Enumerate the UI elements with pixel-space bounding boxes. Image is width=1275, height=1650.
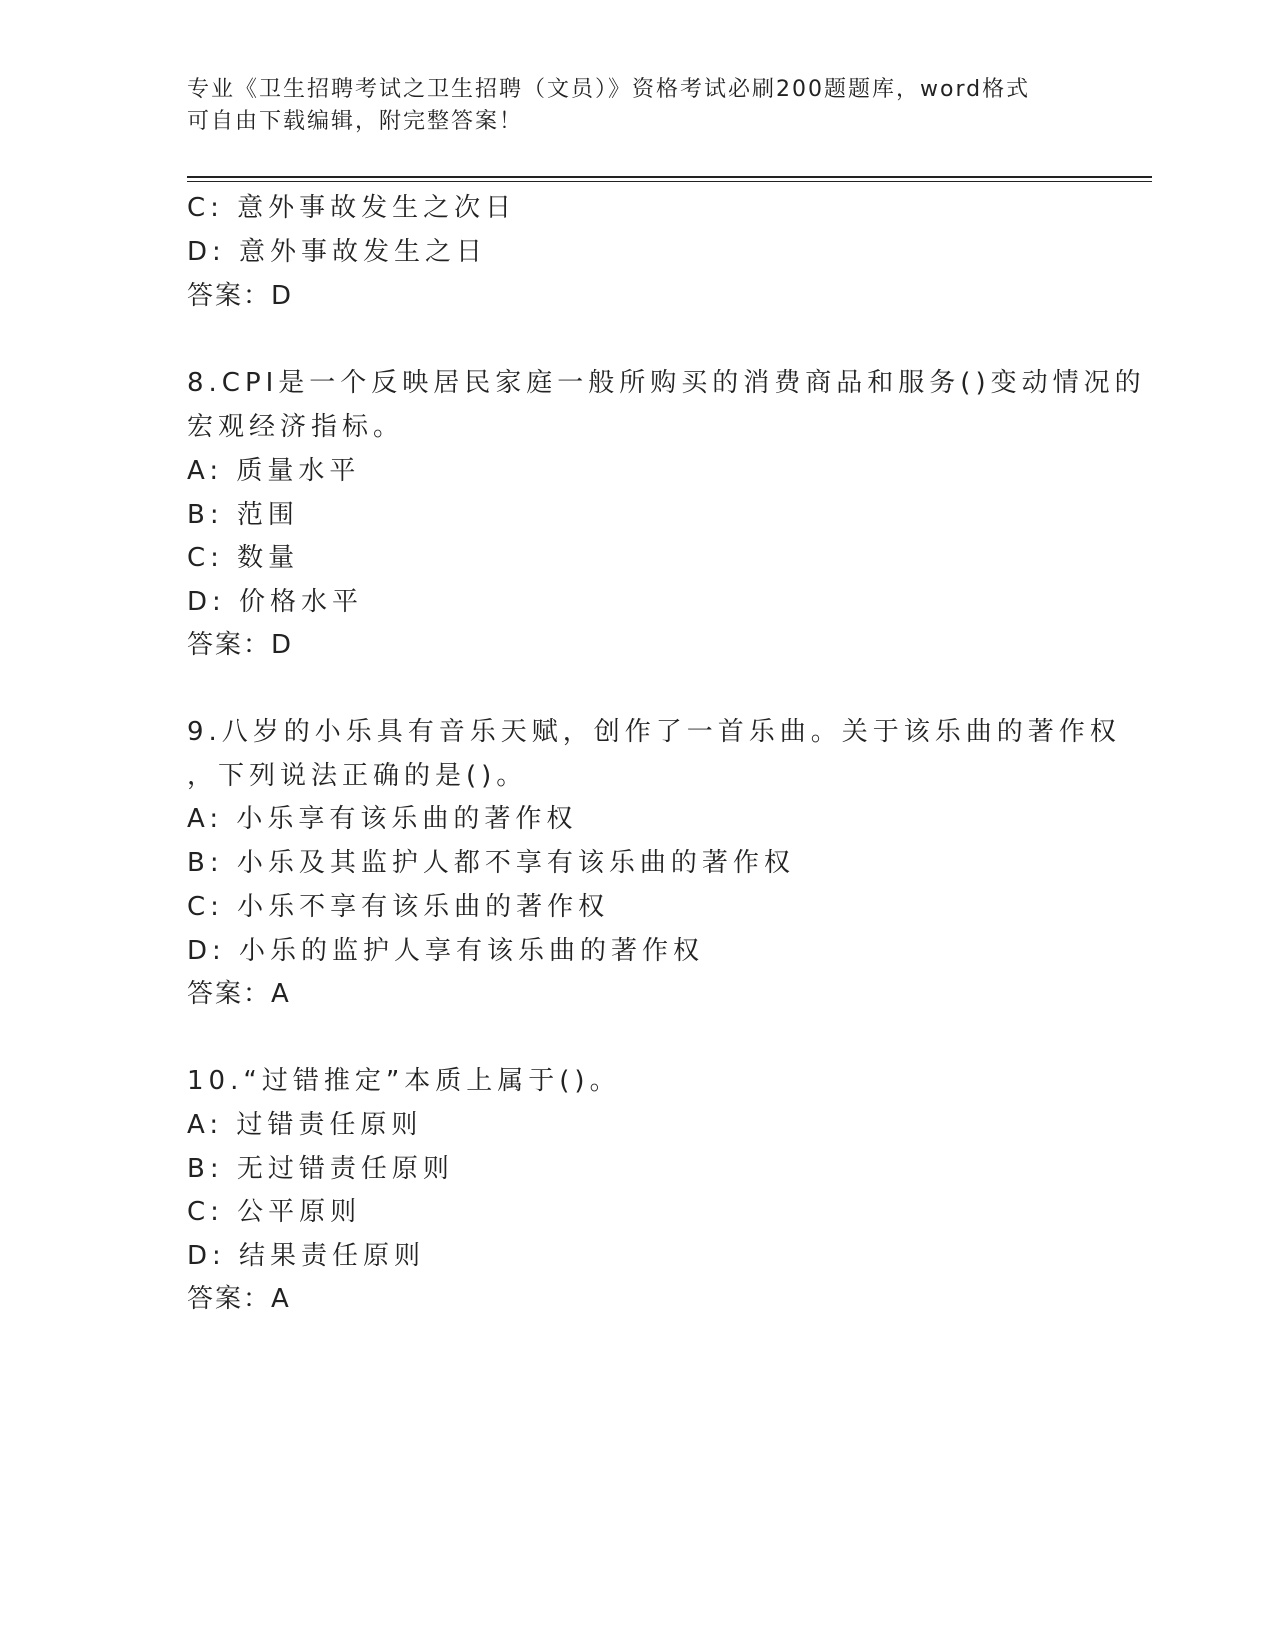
header-divider-thin xyxy=(187,181,1152,182)
q9-option-d: D: 小乐的监护人享有该乐曲的著作权 xyxy=(187,936,705,966)
q8-option-d: D: 价格水平 xyxy=(187,587,364,617)
q10-option-d: D: 结果责任原则 xyxy=(187,1241,426,1271)
q8-option-c: C: 数量 xyxy=(187,543,300,573)
q9-option-a: A: 小乐享有该乐曲的著作权 xyxy=(187,804,578,834)
q7-option-d: D: 意外事故发生之日 xyxy=(187,237,488,267)
q10-option-a: A: 过错责任原则 xyxy=(187,1110,423,1140)
q7-option-c: C: 意外事故发生之次日 xyxy=(187,193,517,223)
q10-answer: 答案：A xyxy=(187,1284,291,1314)
q8-option-b: B: 范围 xyxy=(187,500,299,530)
q8-option-a: A: 质量水平 xyxy=(187,456,361,486)
header-line-2: 可自由下载编辑，附完整答案！ xyxy=(187,109,524,134)
q9-stem-line-2: ，下列说法正确的是()。 xyxy=(187,761,528,791)
header-divider-thick xyxy=(187,176,1152,178)
q9-option-b: B: 小乐及其监护人都不享有该乐曲的著作权 xyxy=(187,848,795,878)
q10-option-b: B: 无过错责任原则 xyxy=(187,1154,454,1184)
q10-stem-line-1: 10.“过错推定”本质上属于()。 xyxy=(187,1066,621,1096)
document-header xyxy=(187,74,1067,138)
q8-stem-line-1: 8.CPI是一个反映居民家庭一般所购买的消费商品和服务()变动情况的 xyxy=(187,368,1146,398)
q9-answer: 答案：A xyxy=(187,979,291,1009)
q8-stem-line-2: 宏观经济指标。 xyxy=(187,412,405,442)
q10-option-c: C: 公平原则 xyxy=(187,1197,362,1227)
q9-stem-line-1: 9.八岁的小乐具有音乐天赋，创作了一首乐曲。关于该乐曲的著作权 xyxy=(187,717,1121,747)
q8-answer: 答案：D xyxy=(187,630,294,660)
q9-option-c: C: 小乐不享有该乐曲的著作权 xyxy=(187,892,610,922)
header-line-1: 专业《卫生招聘考试之卫生招聘（文员）》资格考试必刷200题题库，word格式 xyxy=(187,77,1031,102)
q7-answer: 答案：D xyxy=(187,281,294,311)
